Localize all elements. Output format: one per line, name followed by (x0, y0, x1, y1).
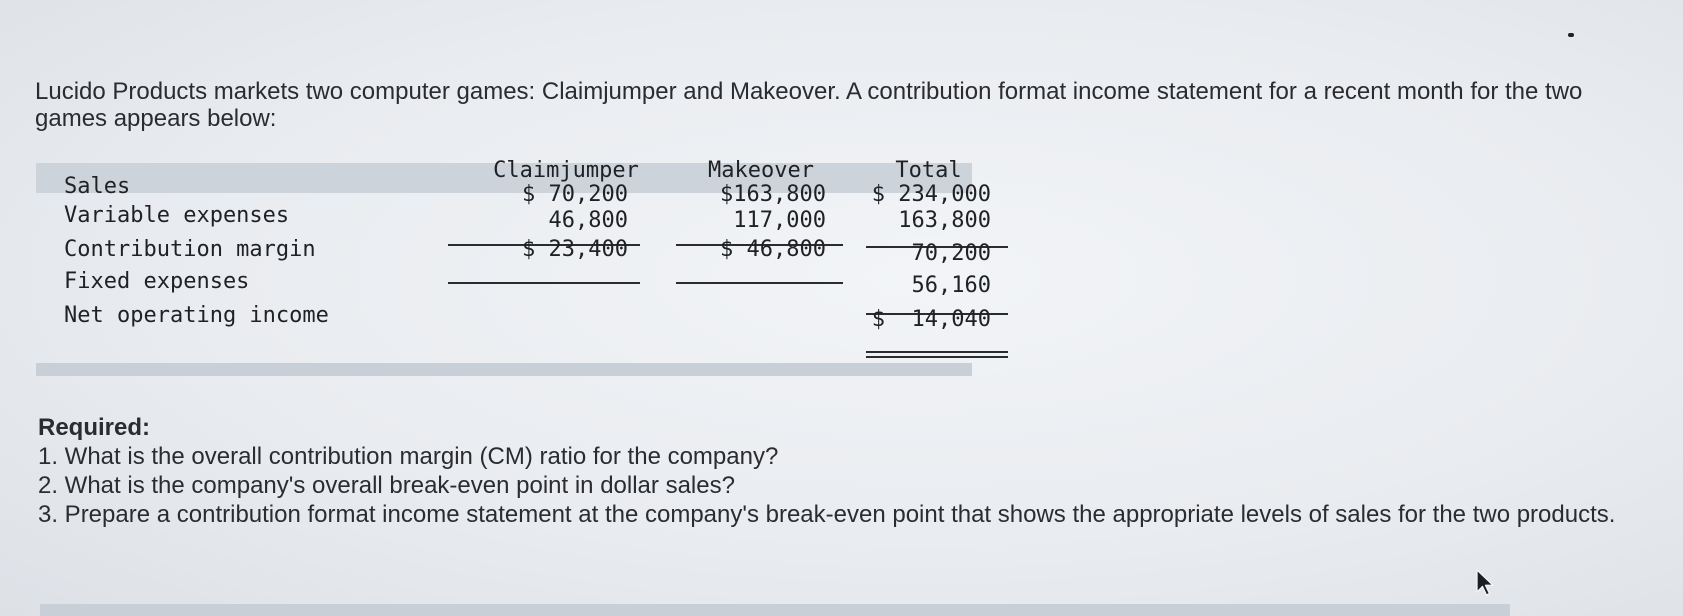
row-label-fixed-expenses: Fixed expenses (64, 269, 250, 294)
header-total: Total (895, 158, 962, 183)
screen-speck (1568, 33, 1574, 37)
bottom-strip (40, 604, 1510, 616)
variable-claimjumper: 46,800 (548, 208, 628, 233)
row-label-contribution-margin: Contribution margin (64, 237, 316, 262)
required-item-3: 3. Prepare a contribution format income statement at the company's break-even point that shows the appropriate levels of sales for the two products. (38, 501, 1616, 528)
cm-claimjumper: $ 23,400 (522, 237, 628, 262)
underline-makeover-cm (676, 282, 843, 284)
sales-claimjumper: $ 70,200 (522, 182, 628, 207)
cm-makeover: $ 46,800 (720, 237, 826, 262)
income-statement-table (36, 158, 991, 379)
required-item-1: 1. What is the overall contribution margin (CM) ratio for the company? (38, 443, 779, 470)
problem-intro: Lucido Products markets two computer games: Claimjumper and Makeover. A contribution format income statement for a recent month for the two games appears below: (35, 78, 1583, 132)
double-underline-total-noi (866, 351, 1008, 358)
row-label-variable-expenses: Variable expenses (64, 203, 290, 228)
required-title: Required: (38, 414, 151, 441)
required-list (38, 442, 1638, 529)
sales-total: $ 234,000 (871, 182, 991, 207)
variable-total: 163,800 (898, 208, 991, 233)
underline-claimjumper-cm (448, 282, 640, 284)
required-item-2: 2. What is the company's overall break-even point in dollar sales? (38, 472, 735, 499)
row-label-sales: Sales (64, 174, 131, 199)
table-bottom-band (36, 363, 972, 376)
header-makeover: Makeover (708, 158, 814, 183)
variable-makeover: 117,000 (733, 208, 826, 233)
header-claimjumper: Claimjumper (493, 158, 639, 183)
row-label-net-operating-income: Net operating income (64, 303, 329, 328)
mouse-pointer-icon (1474, 568, 1498, 598)
fixed-total: 56,160 (911, 273, 991, 298)
required-section (38, 413, 1638, 529)
cm-total: 70,200 (911, 241, 991, 266)
noi-total: $ 14,040 (871, 307, 991, 332)
sales-makeover: $163,800 (720, 182, 826, 207)
